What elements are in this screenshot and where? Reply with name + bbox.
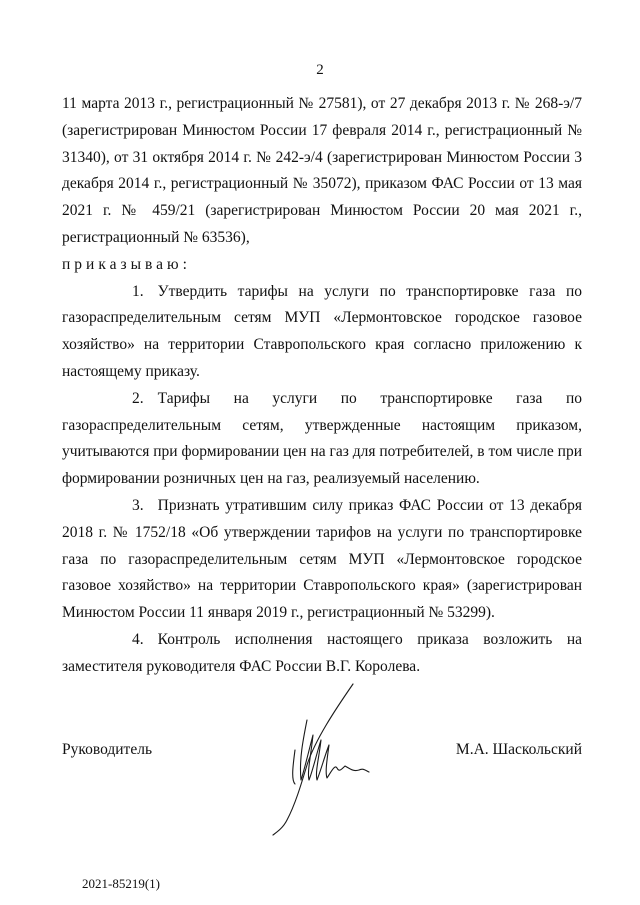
order-item-text: Тарифы на услуги по транспортировке газа по газораспределительным сетям, утвержденные настоящим приказом, учитываются при формировании цен на газ для потребителей, в том числе при формировании розничных цен на газ, реализуемый населению.: [62, 389, 583, 488]
order-item-1: [62, 279, 582, 386]
prikaz-word: приказываю:: [62, 255, 191, 273]
order-item-4: [62, 627, 582, 681]
document-number: 2021-85219(1): [82, 876, 160, 891]
order-item-text: Контроль исполнения настоящего приказа возложить на заместителя руководителя ФАС России В.Г. Королева.: [62, 630, 582, 675]
order-item-number: 2.: [132, 389, 144, 407]
order-item-text: Признать утратившим силу приказ ФАС России от 13 декабря 2018 г. № 1752/18 «Об утверждении тарифов на услуги по транспортировке газа по газораспределительным сетям МУП «Лермонтовское городское газовое хозяйство» на территории Ставропольского края» (зарегистрирован Минюстом России 11 января 2019 г., регистрационный № 53299).: [62, 496, 582, 622]
order-item-number: 3.: [132, 496, 144, 514]
order-item-text: Утвердить тарифы на услуги по транспортировке газа по газораспределительным сетям МУП «Лермонтовское городское газовое хозяйство» на территории Ставропольского края согласно приложению к настоящему приказу.: [62, 282, 582, 380]
document-body: [62, 91, 582, 681]
intro-paragraph: 11 марта 2013 г., регистрационный № 27581), от 27 декабря 2013 г. № 268-э/7 (зарегистрирован Минюстом России 17 февраля 2014 г., регистрационный № 31340), от 31 октября 2014 г. № 242-э/4 (зарегистрирован Минюстом России 3 декабря 2014 г., регистрационный № 35072), приказом ФАС России от 13 мая 2021 г. № 459/21 (зарегистрирован Минюстом России 20 мая 2021 г., регистрационный № 63536),: [62, 95, 582, 246]
order-item-3: [62, 493, 582, 627]
page-number: 2: [316, 62, 324, 78]
handwritten-signature: [265, 680, 380, 840]
signer-name: М.А. Шаскольский: [455, 741, 582, 758]
order-item-2: [62, 386, 582, 493]
order-item-number: 4.: [132, 630, 144, 648]
signer-position: Руководитель: [62, 741, 153, 758]
order-item-number: 1.: [132, 282, 144, 300]
